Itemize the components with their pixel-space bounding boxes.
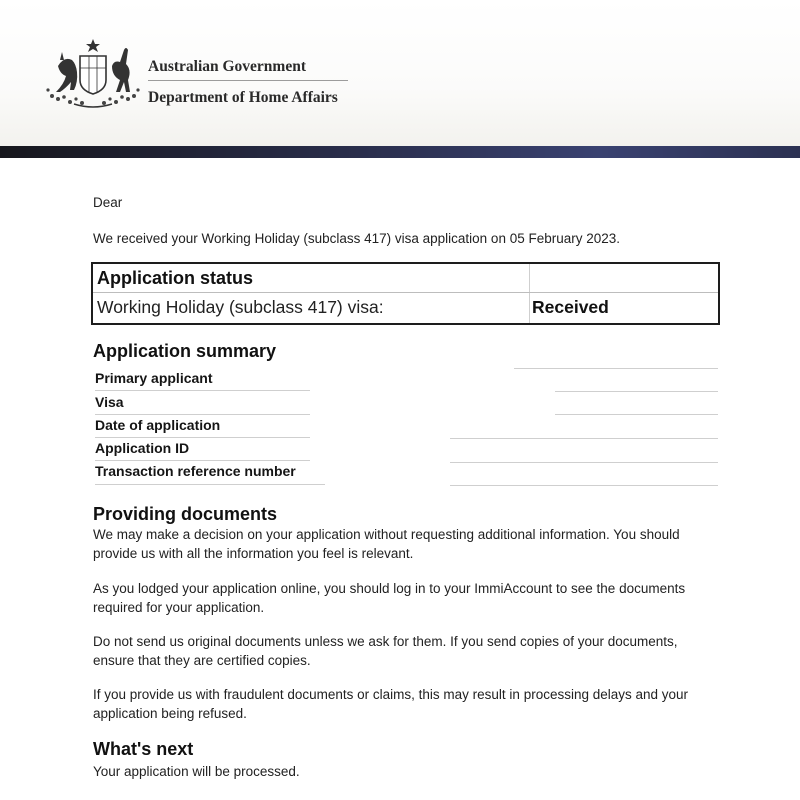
whats-next-title: What's next [93,739,194,759]
summary-title: Application summary [93,341,277,361]
application-status-box [91,262,720,325]
header-band [0,146,800,158]
summary-rule [95,414,310,415]
header-divider [148,80,348,81]
intro-text: We received your Working Holiday (subclass 417) visa application on 05 February 2023. [93,231,621,246]
summary-rule [95,484,325,485]
status-title: Application status [97,268,254,288]
letterhead [0,0,800,146]
status-row-divider [93,292,718,293]
status-column-divider [529,264,530,323]
summary-label-transaction-reference: Transaction reference number [95,463,296,479]
summary-rule [555,414,718,415]
documents-paragraph: As you lodged your application online, you should log in to your ImmiAccount to see the documents required for your application. [93,581,686,615]
documents-title: Providing documents [93,504,278,524]
documents-paragraph: If you provide us with fraudulent documents or claims, this may result in processing delays and your application being refused. [93,687,689,721]
documents-paragraph: Do not send us original documents unless we ask for them. If you send copies of your documents, ensure that they are certified copies. [93,634,678,668]
summary-label-visa: Visa [95,394,124,410]
department-name: Department of Home Affairs [148,89,338,106]
whats-next-text: Your application will be processed. [93,764,300,779]
summary-rule [95,437,310,438]
status-value: Received [532,297,609,317]
summary-label-date-of-application: Date of application [95,417,221,433]
summary-rule [450,438,718,439]
commonwealth-coat-of-arms-icon [44,36,142,110]
summary-label-primary-applicant: Primary applicant [95,370,213,386]
summary-rule [95,390,310,391]
summary-rule [555,391,718,392]
government-name: Australian Government [148,58,307,75]
summary-rule [450,462,718,463]
status-visa-label: Working Holiday (subclass 417) visa: [97,297,384,317]
summary-rule [450,485,718,486]
summary-rule [514,368,718,369]
summary-label-application-id: Application ID [95,440,190,456]
salutation: Dear [93,195,123,210]
documents-paragraph: We may make a decision on your application without requesting additional information. You should provide us with all the information you feel is relevant. [93,527,680,561]
summary-rule [95,460,310,461]
